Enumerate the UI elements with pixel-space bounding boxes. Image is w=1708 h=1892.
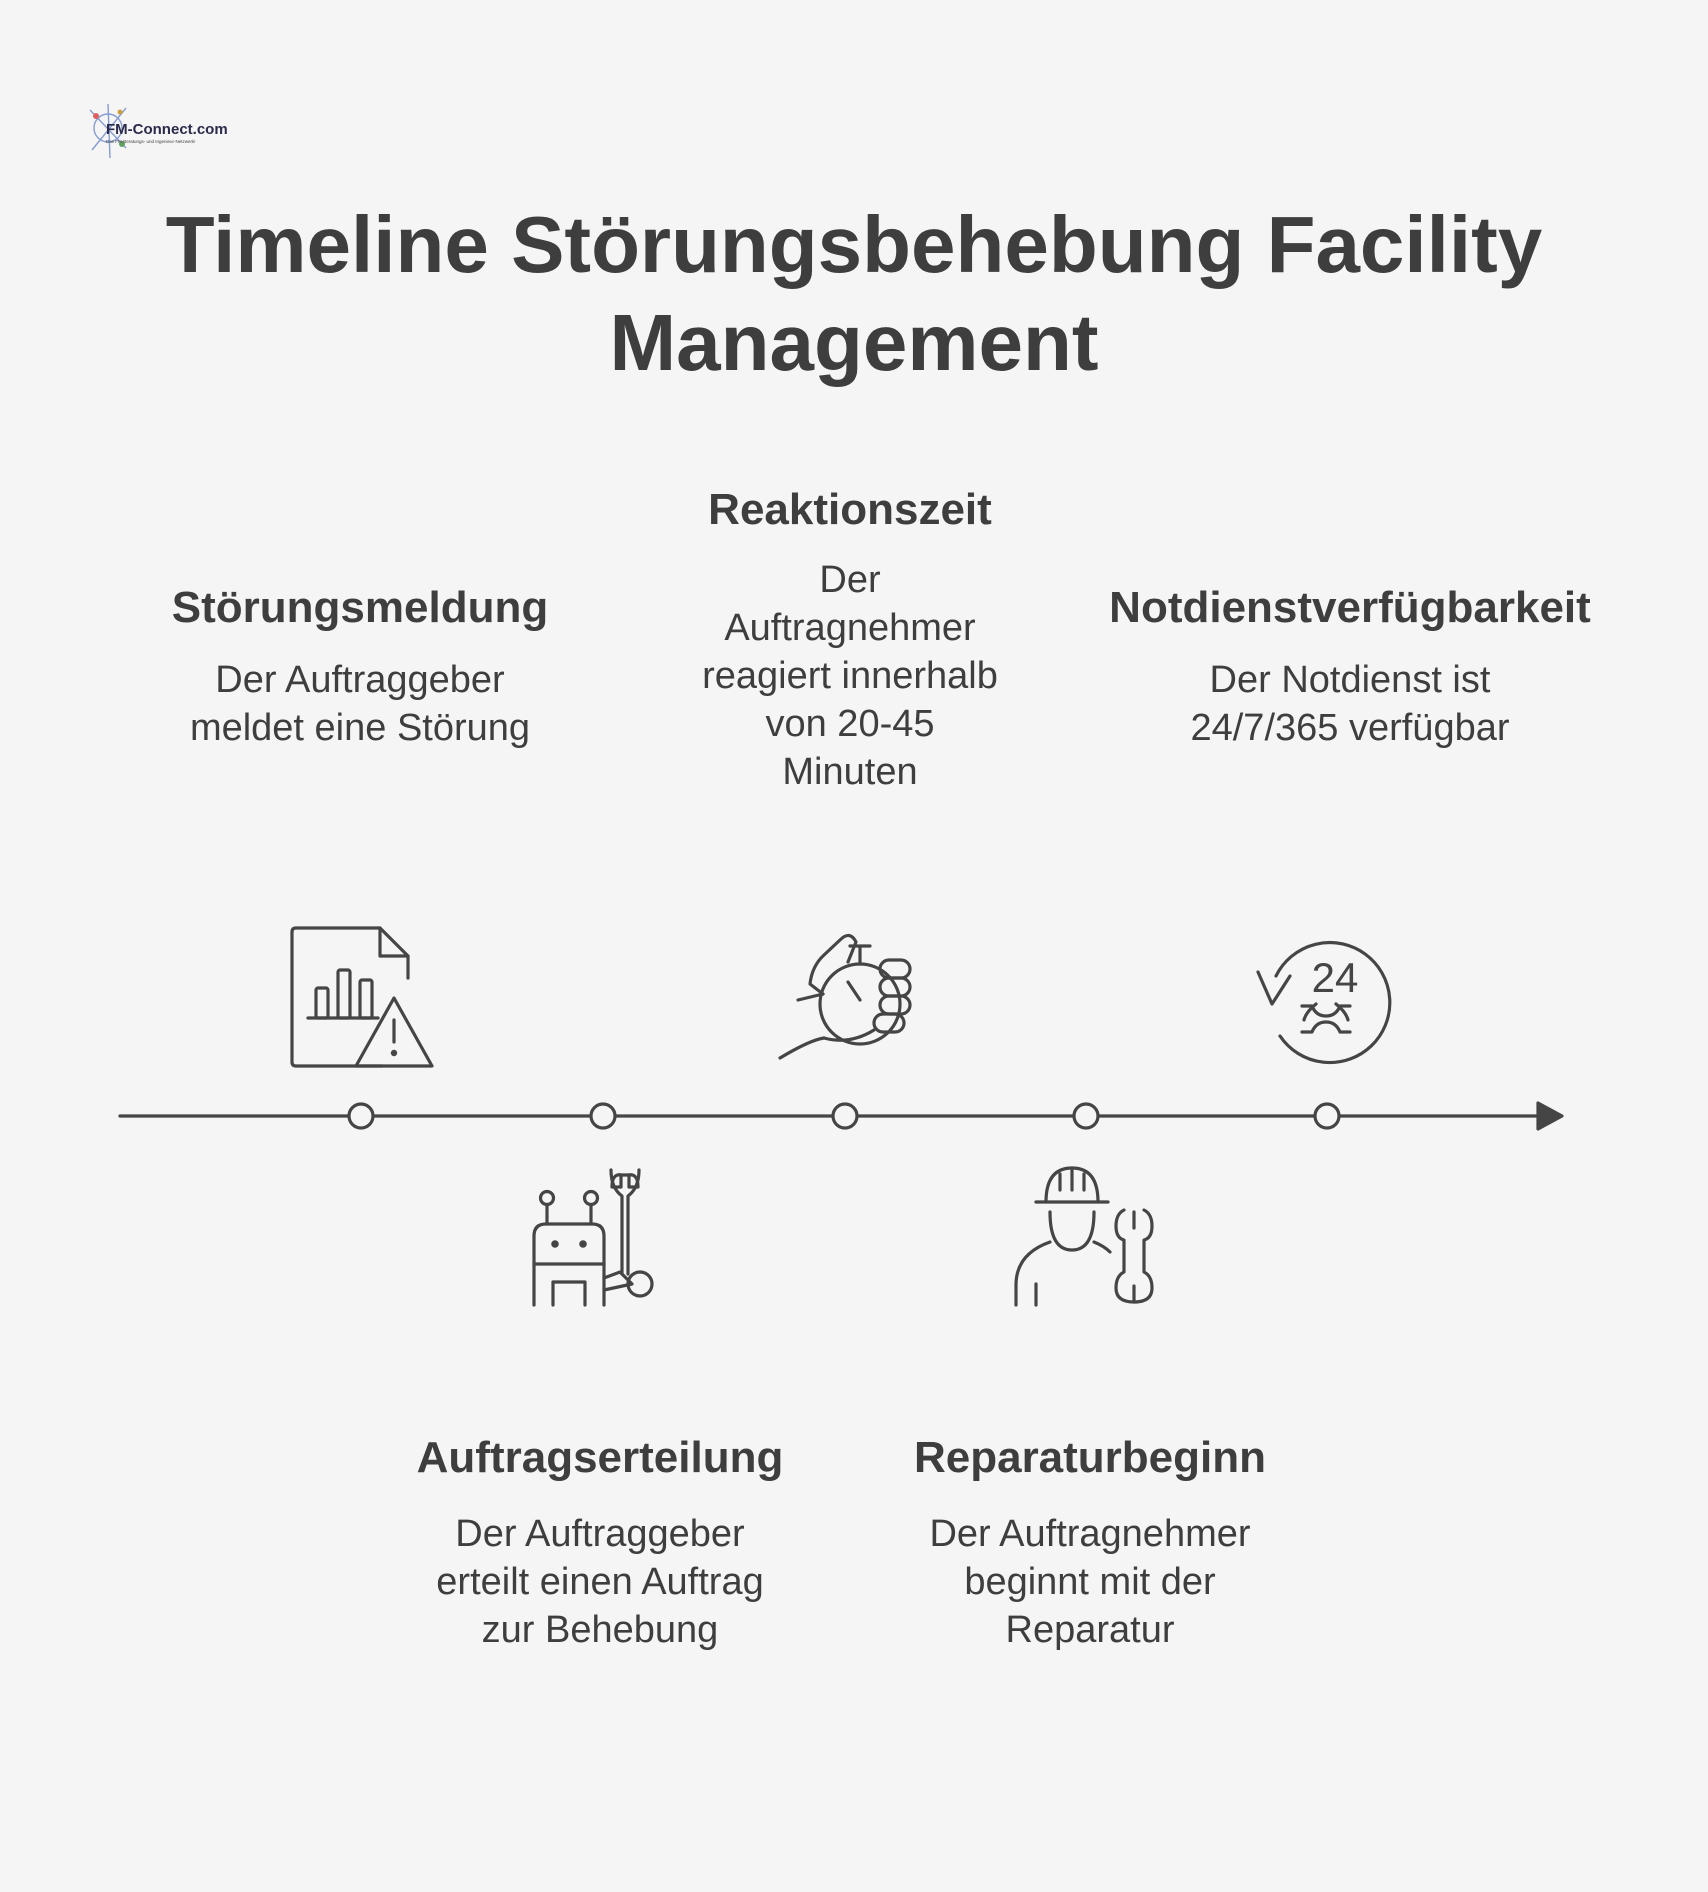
step-description: Der Notdienst ist 24/7/365 verfügbar [1190, 659, 1510, 749]
logo-brand: FM-Connect.com [106, 121, 228, 138]
milestone-marker-4 [1074, 1104, 1098, 1128]
timeline-arrowhead [1538, 1103, 1562, 1129]
worker-wrench-icon [1016, 1168, 1152, 1305]
milestone-marker-2 [591, 1104, 615, 1128]
step-title: Auftragserteilung [416, 1433, 784, 1482]
milestone-marker-1 [349, 1104, 373, 1128]
step-description: Der Auftraggeber meldet eine Störung [189, 659, 531, 749]
milestone-marker-3 [833, 1104, 857, 1128]
step-title: Notdienstverfügbarkeit [1109, 583, 1591, 632]
milestone-marker-5 [1315, 1104, 1339, 1128]
step-description: Der Auftragnehmer reagiert innerhalb von 20-45 Minuten [702, 559, 998, 793]
robot-wrench-icon [534, 1170, 652, 1305]
step-stoerungsmeldung [150, 582, 570, 752]
step-description: Der Auftraggeber erteilt einen Auftrag zur Behebung [436, 1513, 764, 1651]
step-title: Reaktionszeit [708, 485, 992, 534]
hand-stopwatch-icon [780, 935, 910, 1058]
step-title: Reparaturbeginn [913, 1433, 1267, 1482]
page-title: Timeline Störungsbehebung Facility Management [165, 200, 1543, 387]
service-hours-label: 24 [1311, 954, 1359, 1001]
step-reaktionszeit [640, 484, 1060, 796]
step-notdienstverfuegbarkeit [1060, 582, 1640, 752]
document-chart-warning-icon [292, 928, 432, 1066]
step-description: Der Auftragnehmer beginnt mit der Reparatur [929, 1513, 1251, 1651]
step-title: Störungsmeldung [171, 583, 549, 632]
logo-tagline: Das FM-Beratungs- und Ingenieur-Netzwerk! [106, 139, 196, 144]
step-reparaturbeginn [880, 1432, 1300, 1654]
step-auftragserteilung [390, 1432, 810, 1654]
